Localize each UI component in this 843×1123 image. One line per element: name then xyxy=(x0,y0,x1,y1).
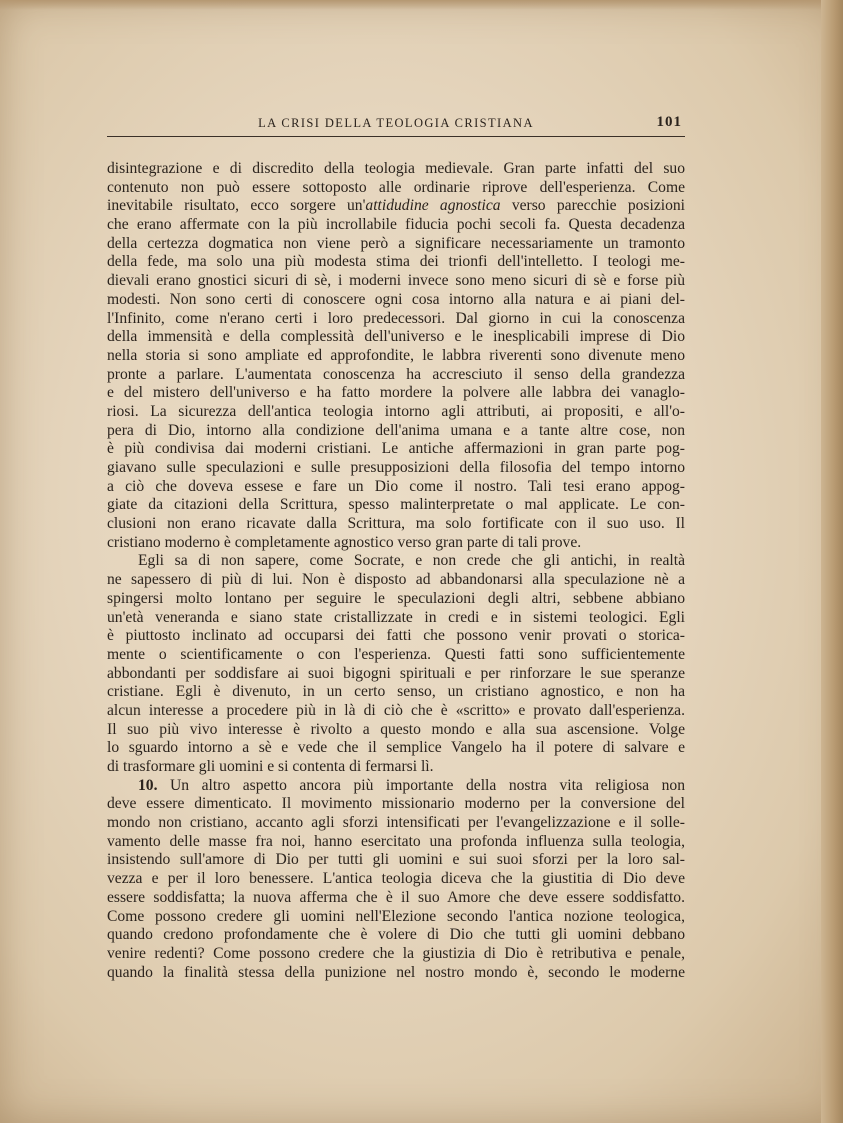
page-top-edge xyxy=(0,0,843,10)
text-line xyxy=(107,777,685,796)
text-line: clusioni non erano ricavate dalla Scrittura, ma solo fortificate con il suo uso. Il xyxy=(107,515,685,533)
paragraph xyxy=(107,777,685,983)
text-run: Un altro aspetto ancora più importante della nostra vita religiosa non xyxy=(157,776,685,794)
section-number: 10. xyxy=(138,776,158,794)
text-line: insistendo sull'amore di Dio per tutti gli uomini e sui suoi sforzi per la loro sal- xyxy=(107,851,685,869)
text-line: Egli sa di non sapere, come Socrate, e non crede che gli antichi, in realtà xyxy=(138,552,685,570)
text-line: della fede, ma solo una più modesta stima dei trionfi dell'intelletto. I teologi me- xyxy=(107,253,685,271)
text-line: è più condivisa dai moderni cristiani. Le antiche affermazioni in gran parte pog- xyxy=(107,440,685,458)
text-line: mondo non cristiano, accanto agli sforzi intensificati per l'evangelizzazione e il solle- xyxy=(107,814,685,832)
body-text xyxy=(107,160,685,982)
text-line: nella storia si sono ampliate ed approfondite, le labbra riverenti sono divenute meno xyxy=(107,346,685,364)
text-line: cristiane. Egli è divenuto, in un certo senso, un cristiano agnostico, e non ha xyxy=(107,683,685,701)
text-line: pera di Dio, intorno alla condizione dell'anima umana e a tante altre cose, non xyxy=(107,421,685,439)
text-line: e del mistero dell'universo e ha fatto mordere la polvere alle labbra dei vanaglo- xyxy=(107,384,685,402)
text-line: di trasformare gli uomini e si contenta di fermarsi lì. xyxy=(107,758,434,775)
text-line: cristiano moderno è completamente agnostico verso gran parte di tali prove. xyxy=(107,533,582,551)
text-line: spingersi molto lontano per seguire le speculazioni degli altri, sebbene abbiano xyxy=(107,589,685,607)
text-line: vamento delle masse fra noi, hanno esercitato una profonda influenza sulla teologia, xyxy=(107,832,685,850)
text-line: dievali erano gnostici sicuri di sè, i moderni invece sono meno sicuri di sè e forse più xyxy=(107,272,685,290)
text-line: quando la finalità stessa della punizione nel nostro mondo è, secondo le moderne xyxy=(107,963,685,981)
text-line: a ciò che doveva essese e fare un Dio come il nostro. Tali tesi erano appog- xyxy=(107,477,685,495)
text-line: giavano sulle speculazioni e sulle presupposizioni della filosofia del tempo intorno xyxy=(107,459,685,476)
page-number: 101 xyxy=(656,114,682,130)
text-line: un'età veneranda e siano state cristallizzate in credi e in sistemi teologici. Egli xyxy=(107,608,685,626)
running-title: LA CRISI DELLA TEOLOGIA CRISTIANA xyxy=(258,116,534,130)
text-line: venire redenti? Come possono credere che la giustizia di Dio è retributiva e penale, xyxy=(107,944,685,962)
text-line: disintegrazione e di discredito della teologia medievale. Gran parte infatti del suo xyxy=(107,160,685,177)
emphasis-text: attidudine agnostica xyxy=(365,197,501,215)
text-line: giate da citazioni della Scrittura, spesso malinterpretate o mal applicate. Le con- xyxy=(107,496,685,514)
text-line: lo sguardo intorno a sè e vede che il semplice Vangelo ha il potere di salvare e xyxy=(107,739,685,757)
running-header xyxy=(107,114,685,137)
text-line: è piuttosto inclinato ad occuparsi dei fatti che possono venir provati o storica- xyxy=(107,627,685,645)
text-line: pronte a parlare. L'aumentata conoscenza ha accresciuto il senso della grandezza xyxy=(107,365,685,383)
text-line: mente o scientificamente o con l'esperienza. Questi fatti sono sufficientemente xyxy=(107,645,685,663)
text-line: ne sapessero di più di lui. Non è disposto ad abbandonarsi alla speculazione nè a xyxy=(107,571,685,589)
text-line: Il suo più vivo interesse è rivolto a questo mondo e alla sua ascensione. Volge xyxy=(107,720,685,738)
paragraph xyxy=(107,552,685,776)
text-line: vezza e per il loro benessere. L'antica teologia diceva che la giustitia di Dio deve xyxy=(107,870,685,888)
page-right-edge xyxy=(821,0,843,1123)
text-line: della certezza dogmatica non viene però a significare necessariamente un tramonto xyxy=(107,234,685,252)
text-line: deve essere dimenticato. Il movimento missionario moderno per la conversione del xyxy=(107,795,685,813)
text-line: modesti. Non sono certi di conoscere ogni cosa intorno alla natura e ai piani del- xyxy=(107,290,685,308)
text-line: l'Infinito, come n'erano certi i loro predecessori. Dal giorno in cui la conoscenza xyxy=(107,309,685,327)
text-line: della immensità e della complessità dell'universo e le inesplicabili imprese di Dio xyxy=(107,328,685,346)
text-line: essere soddisfatta; la nuova afferma che è il suo Amore che deve essere soddisfatto. xyxy=(107,888,685,906)
text-line: che erano affermate con la più incrollabile fiducia pochi secoli fa. Questa decadenza xyxy=(107,216,685,234)
text-line: quando credono profondamente che è volere di Dio che tutti gli uomini debbano xyxy=(107,926,685,944)
text-line: riosi. La sicurezza dell'antica teologia intorno agli attributi, ai propositi, e all'o- xyxy=(107,402,685,420)
text-run: inevitabile risultato, ecco sorgere un' xyxy=(107,197,366,215)
text-line xyxy=(107,197,685,216)
paragraph xyxy=(107,160,685,552)
text-line: contenuto non può essere sottoposto alle ordinarie riprove dell'esperienza. Come xyxy=(107,178,685,196)
text-line: Come possono credere gli uomini nell'Elezione secondo l'antica nozione teologica, xyxy=(107,907,685,925)
text-line: abbondanti per soddisfare ai suoi bigogni spirituali e per rinforzare le sue speranze xyxy=(107,664,685,682)
text-line: alcun interesse a procedere più in là di ciò che è «scritto» e provato dall'esperienza. xyxy=(107,701,685,719)
text-run: verso parecchie posizioni xyxy=(500,197,685,215)
